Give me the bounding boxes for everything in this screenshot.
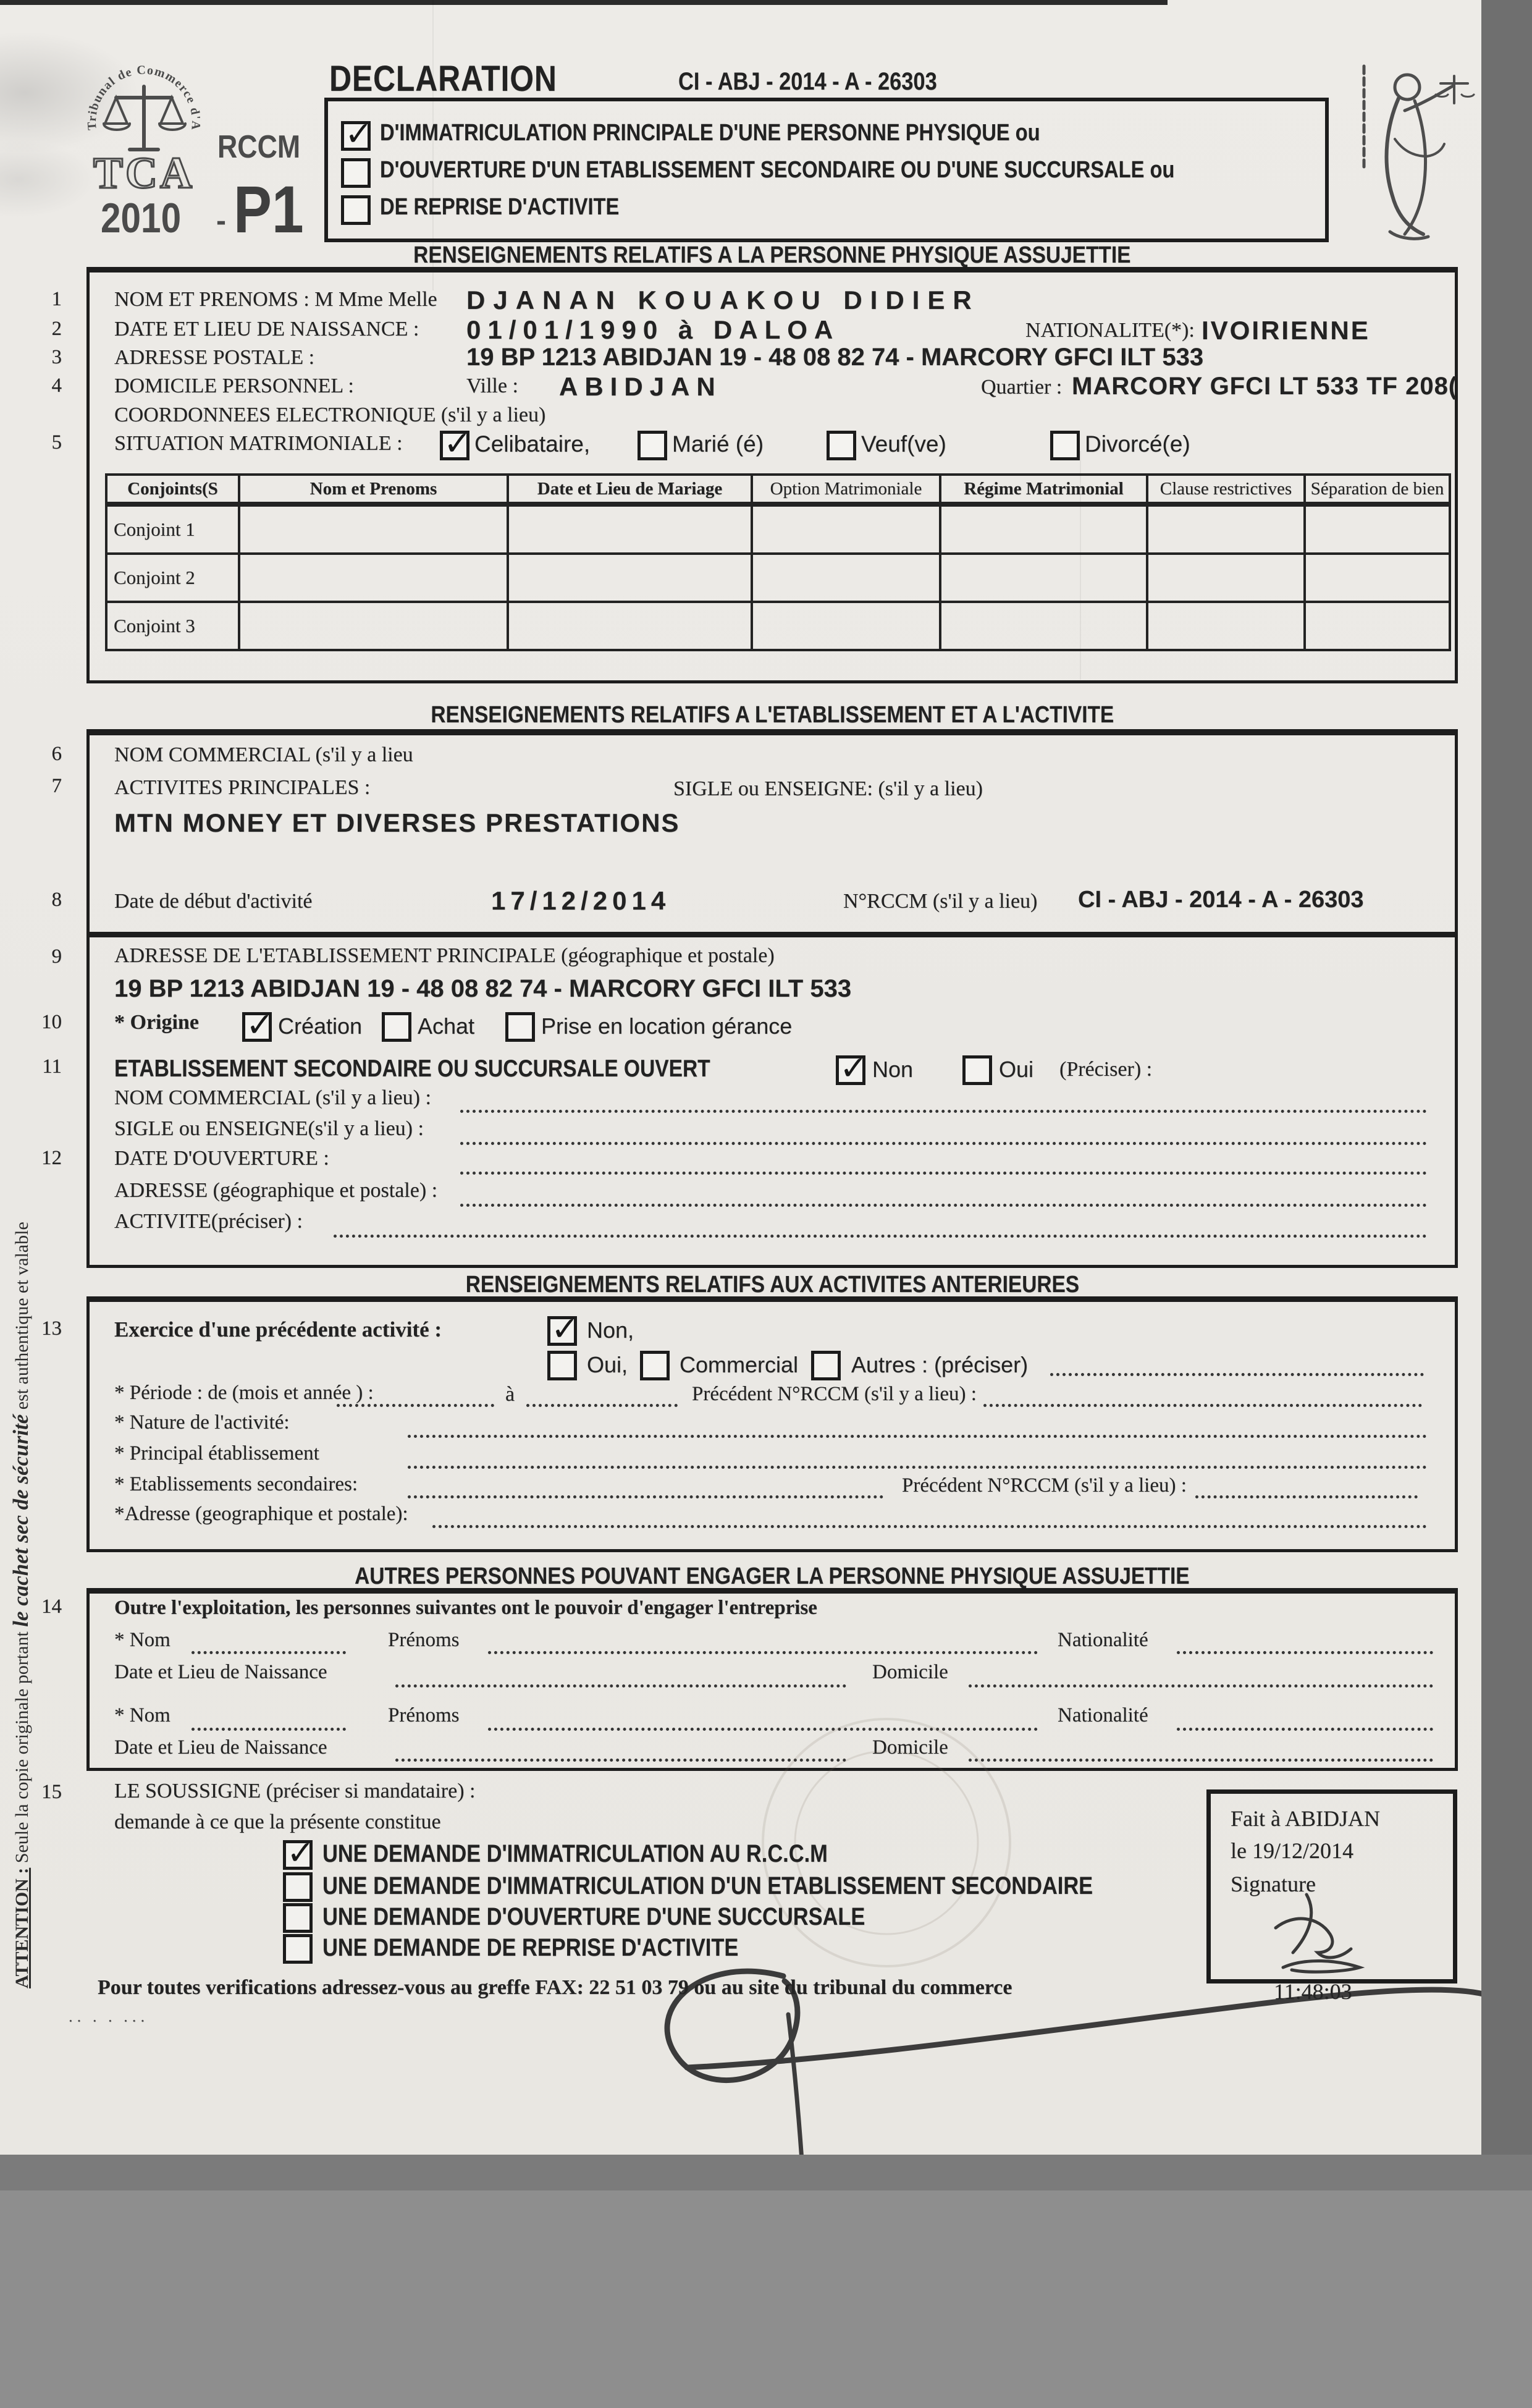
prenoms1-label: Prénoms: [388, 1629, 460, 1651]
empty-cell: [1305, 602, 1450, 650]
adresse-geo-label: ADRESSE (géographique et postale) :: [114, 1179, 438, 1202]
empty-cell: [239, 504, 508, 554]
anterieure-option-label: Autres : (préciser): [851, 1352, 1029, 1377]
checkbox-secondaire-non: [836, 1055, 865, 1085]
empty-cell: [1305, 504, 1450, 554]
row-number-9: 9: [51, 945, 62, 968]
demande-label: demande à ce que la présente constitue: [114, 1810, 441, 1833]
row-number-12: 12: [41, 1147, 62, 1169]
nom1-label: * Nom: [114, 1629, 170, 1651]
anterieure-option-label: Commercial: [680, 1352, 799, 1377]
signature-label: Signature: [1231, 1872, 1316, 1896]
empty-cell: [940, 602, 1147, 650]
nom2-label: * Nom: [114, 1704, 170, 1726]
quartier-label: Quartier :: [981, 376, 1063, 399]
periode-label: * Période : de (mois et année ) :: [114, 1382, 374, 1404]
option-label: D'OUVERTURE D'UN ETABLISSEMENT SECONDAIRE OU D'UNE SUCCURSALE ou: [380, 157, 1175, 183]
blank-line: [460, 1106, 1427, 1113]
precedent-rccm-label: Précédent N°RCCM (s'il y a lieu) :: [692, 1383, 977, 1405]
activites-label: ACTIVITES PRINCIPALES :: [114, 776, 371, 799]
row-number-14: 14: [41, 1595, 62, 1618]
margin-text-2: le cachet sec de sécurité: [9, 1414, 33, 1627]
empty-cell: [1147, 554, 1305, 602]
blank-line: [408, 1462, 1427, 1469]
nationalite-label: NATIONALITE(*):: [1025, 319, 1195, 342]
situation-label: SITUATION MATRIMONIALE :: [114, 432, 403, 455]
checkbox-reprise-activite: [341, 195, 371, 225]
checkbox-demande-succursale: [283, 1903, 313, 1933]
blank-line: [1177, 1724, 1433, 1731]
preciser-label: (Préciser) :: [1059, 1058, 1153, 1081]
demande-option-label: UNE DEMANDE D'IMMATRICULATION AU R.C.C.M: [322, 1840, 828, 1867]
sigle-enseigne-label: SIGLE ou ENSEIGNE: (s'il y a lieu): [673, 777, 983, 800]
row-number-8: 8: [51, 889, 62, 911]
nom-value: DJANAN KOUAKOU DIDIER: [466, 285, 980, 315]
conjoint-row-3: [106, 602, 1450, 650]
demande-option-label: UNE DEMANDE D'IMMATRICULATION D'UN ETABLISSEMENT SECONDAIRE: [322, 1872, 1093, 1899]
domicile2-label: Domicile: [872, 1736, 948, 1759]
row-label: Conjoint 3: [106, 602, 239, 650]
timestamp: 11:48:03: [1274, 1979, 1352, 2004]
row-number-5: 5: [51, 431, 62, 454]
scan-background-strip: [0, 2155, 1532, 2190]
origine-option-label: Création: [278, 1013, 363, 1039]
exercice-label: Exercice d'une précédente activité :: [114, 1317, 442, 1341]
section-title-anterieures: RENSEIGNEMENTS RELATIFS AUX ACTIVITES ANTERIEURES: [465, 1272, 1079, 1298]
option-label: D'IMMATRICULATION PRINCIPALE D'UNE PERSONNE PHYSIQUE ou: [380, 120, 1040, 146]
activite-preciser-label: ACTIVITE(préciser) :: [114, 1210, 303, 1233]
precedent-rccm2-label: Précédent N°RCCM (s'il y a lieu) :: [902, 1474, 1187, 1497]
date-debut-label: Date de début d'activité: [114, 890, 313, 913]
situation-option-label: Celibataire,: [474, 431, 591, 457]
adresse-etablissement-label: ADRESSE DE L'ETABLISSEMENT PRINCIPALE (géographique et postale): [114, 944, 775, 967]
empty-cell: [940, 554, 1147, 602]
row-number-4: 4: [51, 374, 62, 397]
col-header-separation: Séparation de bien: [1305, 475, 1450, 504]
numero-rccm-label: N°RCCM (s'il y a lieu): [843, 890, 1038, 913]
blank-line: [969, 1755, 1433, 1762]
origine-option-label: Prise en location gérance: [541, 1013, 793, 1039]
fait-a-label: Fait à ABIDJAN: [1231, 1806, 1380, 1831]
checkbox-anterieure-commercial: [640, 1351, 670, 1380]
blank-line: [337, 1400, 494, 1407]
secondaires-label: * Etablissements secondaires:: [114, 1473, 358, 1495]
row-number-11: 11: [42, 1055, 62, 1078]
section-title-etablissement: RENSEIGNEMENTS RELATIFS A L'ETABLISSEMENT ET A L'ACTIVITE: [431, 702, 1114, 728]
checkbox-celibataire: [440, 431, 469, 460]
secondaire-option-label: Non: [872, 1057, 914, 1082]
date-ouverture-label: DATE D'OUVERTURE :: [114, 1147, 329, 1170]
adresse-anterieure-label: *Adresse (geographique et postale):: [114, 1503, 408, 1525]
origine-label: * Origine: [114, 1011, 199, 1034]
row-number-7: 7: [51, 775, 62, 797]
nature-label: * Nature de l'activité:: [114, 1411, 290, 1434]
conjoint-row-2: [106, 554, 1450, 602]
blank-line: [488, 1647, 1038, 1654]
row-number-15: 15: [41, 1781, 62, 1803]
checkbox-anterieure-autres: [811, 1351, 841, 1380]
nom-commercial2-label: NOM COMMERCIAL (s'il y a lieu) :: [114, 1086, 431, 1109]
form-dash: -: [216, 205, 226, 237]
checkbox-achat: [382, 1012, 411, 1042]
empty-cell: [1147, 602, 1305, 650]
empty-cell: [1147, 504, 1305, 554]
a-label: à: [505, 1383, 515, 1406]
empty-cell: [1305, 554, 1450, 602]
activites-value: MTN MONEY ET DIVERSES PRESTATIONS: [114, 808, 680, 837]
col-header-nom: Nom et Prenoms: [239, 475, 508, 504]
margin-security-note: [9, 746, 33, 1988]
nationalite2-label: Nationalité: [1058, 1704, 1148, 1726]
row-label: Conjoint 2: [106, 554, 239, 602]
blank-line: [460, 1138, 1427, 1145]
numero-rccm-value: CI - ABJ - 2014 - A - 26303: [1078, 887, 1364, 913]
blank-line: [408, 1431, 1427, 1438]
domicile1-label: Domicile: [872, 1661, 948, 1683]
demande-option-label: UNE DEMANDE DE REPRISE D'ACTIVITE: [322, 1934, 739, 1961]
option-label: DE REPRISE D'ACTIVITE: [380, 194, 620, 220]
blank-line: [460, 1168, 1427, 1175]
blank-line: [395, 1681, 846, 1688]
empty-cell: [508, 504, 752, 554]
nationalite-value: IVOIRIENNE: [1202, 316, 1370, 345]
stamp-tca-text: TCA: [93, 148, 195, 198]
blank-line: [408, 1492, 883, 1498]
soussigne-label: LE SOUSSIGNE (préciser si mandataire) :: [114, 1780, 476, 1802]
situation-option-label: Divorcé(e): [1085, 431, 1190, 457]
checkbox-secondaire-oui: [962, 1055, 992, 1085]
blank-line: [192, 1647, 346, 1654]
footer-marks: ·· · · ···: [68, 2012, 149, 2030]
empty-cell: [239, 554, 508, 602]
date-signature-label: le 19/12/2014: [1231, 1838, 1353, 1863]
blank-line: [432, 1521, 1427, 1528]
scan-background-right: [1481, 0, 1532, 2155]
row-number-3: 3: [51, 346, 62, 368]
ville-label: Ville :: [466, 374, 518, 397]
form-code: P1: [234, 172, 304, 247]
blank-line: [526, 1400, 678, 1407]
empty-cell: [752, 504, 940, 554]
row-number-6: 6: [51, 743, 62, 765]
empty-cell: [508, 602, 752, 650]
date-debut-value: 17/12/2014: [491, 886, 671, 915]
coordonnees-label: COORDONNEES ELECTRONIQUE (s'il y a lieu): [114, 403, 546, 426]
checkbox-immatriculation-principale: [341, 121, 371, 151]
checkbox-demande-immatriculation-rccm: [283, 1840, 313, 1870]
rccm-label: RCCM: [217, 129, 301, 165]
doc-number: CI - ABJ - 2014 - A - 26303: [678, 68, 937, 95]
checkbox-demande-etablissement-secondaire: [283, 1872, 313, 1902]
form-year: 2010: [101, 195, 182, 242]
quartier-value: MARCORY GFCI LT 533 TF 208(: [1072, 373, 1458, 400]
blank-line: [334, 1231, 1427, 1238]
empty-cell: [752, 602, 940, 650]
blank-line: [1050, 1369, 1424, 1376]
section-title-personne: RENSEIGNEMENTS RELATIFS A LA PERSONNE PHYSIQUE ASSUJETTIE: [413, 242, 1131, 268]
naissance-label: DATE ET LIEU DE NAISSANCE :: [114, 318, 419, 340]
adresse-postale-value: 19 BP 1213 ABIDJAN 19 - 48 08 82 74 - MARCORY GFCI ILT 533: [466, 344, 1204, 371]
scan-background-bottom: [0, 2190, 1532, 2408]
checkbox-anterieure-non: [547, 1316, 577, 1346]
signature-ink: [1232, 1890, 1436, 1976]
justice-figure-icon: [1336, 59, 1479, 244]
secondaire-label: ETABLISSEMENT SECONDAIRE OU SUCCURSALE OUVERT: [114, 1055, 710, 1082]
ville-value: ABIDJAN: [559, 372, 722, 401]
col-header-mariage: Date et Lieu de Mariage: [508, 475, 752, 504]
naissance2-label: Date et Lieu de Naissance: [114, 1736, 327, 1759]
checkbox-veuf: [827, 431, 856, 460]
conjoint-header-row: [106, 475, 1450, 504]
row-number-2: 2: [51, 318, 62, 340]
blank-line: [192, 1724, 346, 1731]
naissance-value: 01/01/1990 à DALOA: [466, 315, 840, 344]
checkbox-divorce: [1050, 431, 1080, 460]
situation-option-label: Marié (é): [672, 431, 764, 457]
nom-commercial-label: NOM COMMERCIAL (s'il y a lieu: [114, 743, 413, 766]
origine-option-label: Achat: [418, 1013, 475, 1039]
blank-line: [460, 1200, 1427, 1207]
page-title: DECLARATION: [329, 59, 557, 99]
checkbox-ouverture-etablissement: [341, 158, 371, 188]
blank-line: [1177, 1647, 1433, 1654]
row-number-10: 10: [41, 1011, 62, 1033]
row-number-1: 1: [51, 288, 62, 310]
checkbox-location-gerance: [505, 1012, 535, 1042]
secondaire-option-label: Oui: [999, 1057, 1034, 1082]
footer-text: Pour toutes verifications adressez-vous au greffe FAX: 22 51 03 79 ou au site du tribunal du commerce: [98, 1976, 1012, 1999]
prenoms2-label: Prénoms: [388, 1704, 460, 1726]
nom-label: NOM ET PRENOMS : M Mme Melle: [114, 288, 437, 311]
anterieure-option-label: Oui,: [587, 1352, 628, 1377]
conjoint-table: [105, 473, 1451, 651]
empty-cell: [752, 554, 940, 602]
nationalite1-label: Nationalité: [1058, 1629, 1148, 1651]
checkbox-marie: [638, 431, 667, 460]
naissance1-label: Date et Lieu de Naissance: [114, 1661, 327, 1683]
adresse-postale-label: ADRESSE POSTALE :: [114, 346, 315, 369]
col-header-clause: Clause restrictives: [1147, 475, 1305, 504]
autres-intro: Outre l'exploitation, les personnes suivantes ont le pouvoir d'engager l'entreprise: [114, 1597, 817, 1619]
empty-cell: [940, 504, 1147, 554]
blank-line: [1195, 1492, 1418, 1498]
adresse-etablissement-value: 19 BP 1213 ABIDJAN 19 - 48 08 82 74 - MARCORY GFCI ILT 533: [114, 975, 852, 1002]
col-header-option: Option Matrimoniale: [752, 475, 940, 504]
col-header-regime: Régime Matrimonial: [940, 475, 1147, 504]
scales-icon: [104, 87, 185, 150]
col-header-conjoints: Conjoints(S: [106, 475, 239, 504]
principal-label: * Principal établissement: [114, 1442, 319, 1464]
situation-option-label: Veuf(ve): [861, 431, 946, 457]
empty-cell: [508, 554, 752, 602]
margin-text-1: Seule la copie originale portant: [12, 1626, 32, 1868]
stamp-arc-text: Tribunal de Commerce d'Abidjan: [81, 46, 203, 132]
demande-option-label: UNE DEMANDE D'OUVERTURE D'UNE SUCCURSALE: [322, 1903, 865, 1930]
tribunal-stamp: [81, 46, 203, 198]
attention-word: ATTENTION :: [12, 1867, 32, 1988]
blank-line: [983, 1400, 1422, 1407]
row-label: Conjoint 1: [106, 504, 239, 554]
conjoint-row-1: [106, 504, 1450, 554]
domicile-label: DOMICILE PERSONNEL :: [114, 374, 354, 397]
blank-line: [969, 1681, 1433, 1688]
checkbox-anterieure-oui: [547, 1351, 577, 1380]
empty-cell: [239, 602, 508, 650]
checkbox-creation: [242, 1012, 272, 1042]
row-number-13: 13: [41, 1317, 62, 1340]
section-title-autres-personnes: AUTRES PERSONNES POUVANT ENGAGER LA PERSONNE PHYSIQUE ASSUJETTIE: [355, 1563, 1190, 1589]
sigle2-label: SIGLE ou ENSEIGNE(s'il y a lieu) :: [114, 1117, 424, 1140]
margin-text-3: est authentique et valable: [12, 1222, 32, 1414]
anterieure-option-label: Non,: [587, 1317, 634, 1343]
scan-top-edge: [0, 0, 1168, 5]
checkbox-demande-reprise: [283, 1934, 313, 1964]
